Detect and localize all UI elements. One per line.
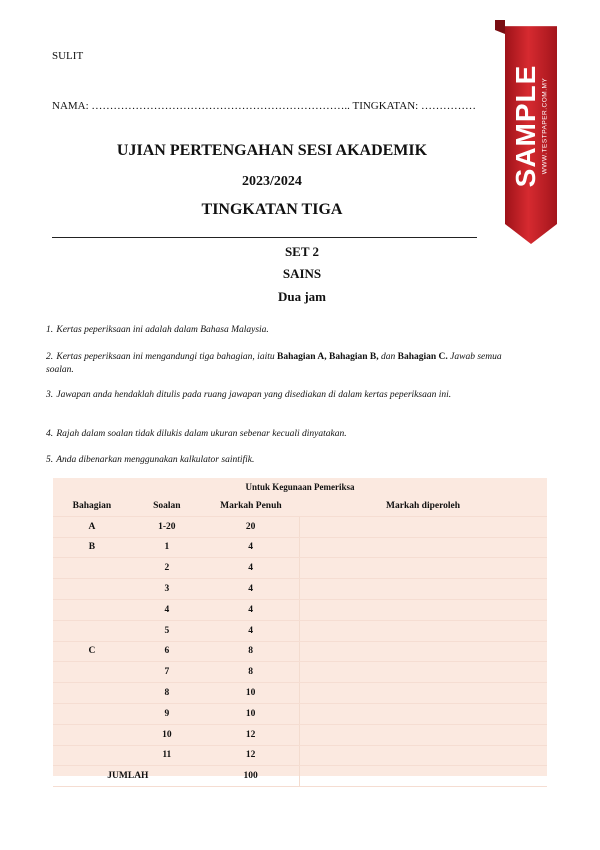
- markah-diperoleh-cell[interactable]: [299, 641, 547, 662]
- column-header: Markah diperoleh: [299, 496, 547, 516]
- table-row: [53, 620, 547, 641]
- markah-penuh-cell: 4: [203, 620, 299, 641]
- markah-penuh-cell: 4: [203, 599, 299, 620]
- markah-diperoleh-cell[interactable]: [299, 599, 547, 620]
- markah-penuh-cell: 20: [203, 516, 299, 537]
- bahagian-cell: B: [53, 537, 131, 558]
- bahagian-cell: [53, 683, 131, 704]
- table-header-row: [53, 496, 547, 516]
- markah-penuh-cell: 4: [203, 537, 299, 558]
- instruction-4: [46, 428, 522, 441]
- soalan-cell: 5: [131, 620, 203, 641]
- instruction-number: 1.: [46, 325, 54, 335]
- markah-diperoleh-cell[interactable]: [299, 703, 547, 724]
- exam-set: SET 2: [284, 244, 320, 259]
- exam-title: UJIAN PERTENGAHAN SESI AKADEMIK: [116, 142, 428, 159]
- instruction-text: Jawab semua soalan.: [46, 352, 502, 375]
- examiner-table-title: Untuk Kegunaan Pemeriksa: [245, 482, 355, 492]
- markah-diperoleh-cell[interactable]: [299, 683, 547, 704]
- instruction-number: 3.: [46, 390, 54, 400]
- instruction-number: 5.: [46, 455, 54, 465]
- table-row: [53, 683, 547, 704]
- instruction-3: [46, 389, 522, 402]
- instruction-bold: Bahagian C.: [397, 352, 448, 362]
- subject-name: SAINS: [282, 266, 322, 281]
- instruction-number: 4.: [46, 429, 54, 439]
- total-row: [53, 766, 547, 787]
- column-header: Soalan: [131, 496, 203, 516]
- instruction-text: dan: [378, 352, 398, 362]
- instruction-1: [46, 324, 522, 337]
- exam-session: 2023/2024: [242, 174, 302, 189]
- soalan-cell: 11: [131, 745, 203, 766]
- table-row: [53, 599, 547, 620]
- markah-diperoleh-cell[interactable]: [299, 620, 547, 641]
- name-form-line: NAMA: …………………………………………………………….. TINGKATAN: ……………: [52, 100, 476, 112]
- bahagian-cell: [53, 599, 131, 620]
- examiner-score-table: [53, 496, 547, 787]
- instruction-text: Anda dibenarkan menggunakan kalkulator saintifik.: [56, 455, 255, 465]
- table-row: [53, 516, 547, 537]
- bahagian-cell: [53, 745, 131, 766]
- column-header: Bahagian: [53, 496, 131, 516]
- sulit-label: SULIT: [52, 50, 84, 62]
- table-row: [53, 558, 547, 579]
- instruction-bold: Bahagian A, Bahagian B,: [276, 352, 379, 362]
- watermark-url: WWW.TESTPAPER.COM.MY: [541, 77, 549, 175]
- instruction-text: Rajah dalam soalan tidak dilukis dalam ukuran sebenar kecuali dinyatakan.: [56, 429, 347, 439]
- soalan-cell: 1-20: [131, 516, 203, 537]
- ribbon-fold-left: [495, 20, 505, 34]
- markah-diperoleh-cell[interactable]: [299, 558, 547, 579]
- total-value: 100: [203, 766, 299, 787]
- soalan-cell: 8: [131, 683, 203, 704]
- markah-diperoleh-cell[interactable]: [299, 662, 547, 683]
- bahagian-cell: [53, 620, 131, 641]
- bahagian-cell: [53, 558, 131, 579]
- soalan-cell: 7: [131, 662, 203, 683]
- instruction-2: [46, 351, 522, 377]
- markah-penuh-cell: 4: [203, 579, 299, 600]
- soalan-cell: 10: [131, 724, 203, 745]
- markah-penuh-cell: 12: [203, 724, 299, 745]
- exam-duration: Dua jam: [277, 289, 327, 304]
- total-label: JUMLAH: [53, 766, 203, 787]
- bahagian-cell: [53, 662, 131, 683]
- table-row: [53, 703, 547, 724]
- markah-diperoleh-cell[interactable]: [299, 579, 547, 600]
- soalan-cell: 1: [131, 537, 203, 558]
- soalan-cell: 4: [131, 599, 203, 620]
- exam-form-level: TINGKATAN TIGA: [201, 201, 343, 218]
- markah-penuh-cell: 8: [203, 641, 299, 662]
- bahagian-cell: [53, 703, 131, 724]
- soalan-cell: 6: [131, 641, 203, 662]
- title-divider: [52, 237, 477, 238]
- table-row: [53, 579, 547, 600]
- bahagian-cell: [53, 724, 131, 745]
- markah-diperoleh-cell[interactable]: [299, 537, 547, 558]
- soalan-cell: 2: [131, 558, 203, 579]
- markah-penuh-cell: 4: [203, 558, 299, 579]
- total-obtained-cell[interactable]: [299, 766, 547, 787]
- examiner-table-panel: [53, 478, 547, 782]
- table-row: [53, 724, 547, 745]
- markah-diperoleh-cell[interactable]: [299, 724, 547, 745]
- instruction-text: Kertas peperiksaan ini mengandungi tiga bahagian, iaitu: [56, 352, 277, 362]
- soalan-cell: 3: [131, 579, 203, 600]
- instruction-text: Kertas peperiksaan ini adalah dalam Bahasa Malaysia.: [56, 325, 269, 335]
- bahagian-cell: A: [53, 516, 131, 537]
- markah-penuh-cell: 8: [203, 662, 299, 683]
- table-row: [53, 662, 547, 683]
- table-row: [53, 641, 547, 662]
- instruction-text: Jawapan anda hendaklah ditulis pada ruang jawapan yang disediakan di dalam kertas peperiksaan ini.: [56, 390, 452, 400]
- soalan-cell: 9: [131, 703, 203, 724]
- markah-diperoleh-cell[interactable]: [299, 516, 547, 537]
- sample-watermark-label: SAMPLE: [510, 64, 541, 188]
- table-row: [53, 745, 547, 766]
- instruction-5: [46, 454, 522, 467]
- markah-penuh-cell: 10: [203, 683, 299, 704]
- markah-penuh-cell: 10: [203, 703, 299, 724]
- markah-diperoleh-cell[interactable]: [299, 745, 547, 766]
- instruction-number: 2.: [46, 352, 54, 362]
- column-header: Markah Penuh: [203, 496, 299, 516]
- bahagian-cell: [53, 579, 131, 600]
- bahagian-cell: C: [53, 641, 131, 662]
- markah-penuh-cell: 12: [203, 745, 299, 766]
- table-row: [53, 537, 547, 558]
